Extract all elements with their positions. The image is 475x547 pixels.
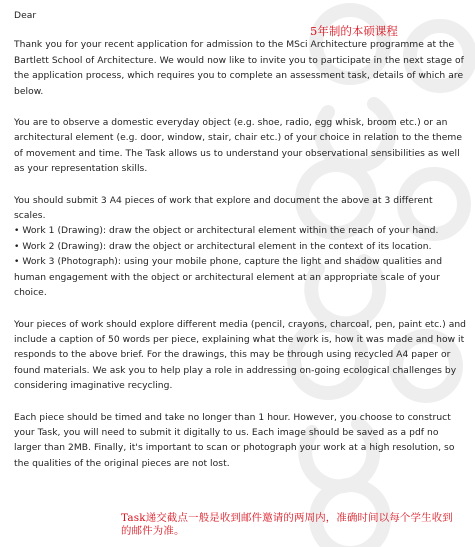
list-item-work-2: • Work 2 (Drawing): draw the object or architectural element in the context of its location. [14,241,432,252]
list-item-work-3: • Work 3 (Photograph): using your mobile phone, capture the light and shadow qualities and human engagement with the object or architectural element at an appropriate scale of your choice. [14,257,443,299]
paragraph-submit: You should submit 3 A4 pieces of work that explore and document the above at 3 different scales. [14,195,433,222]
paragraph-intro: Thank you for your recent application for admission to the MSci Architecture programme at the Bartlett School of Architecture. We would now like to invite you to participate in the next stage of the application process, which requires you to complete an assessment task, details of which are below. [14,40,464,97]
annotation-deadline-note: Task递交截点一般是收到邮件邀请的两周内，准确时间以每个学生收到的邮件为准。 [121,512,453,538]
salutation: Dear [14,11,37,21]
annotation-program-note: 5年制的本硕课程 [310,24,398,38]
paragraph-media: Your pieces of work should explore different media (pencil, crayons, charcoal, pen, paint etc.) and include a caption of 50 words per piece, explaining what the work is, how it was made and how it responds to the above brief. For the drawings, this may be through using recycled A4 paper or found materials. We ask you to help play a role in addressing on-going ecological challenges by considering imaginative recycling. [14,319,467,392]
list-item-work-1: • Work 1 (Drawing): draw the object or architectural element within the reach of your hand. [14,226,439,237]
paragraph-timing: Each piece should be timed and take no longer than 1 hour. However, you choose to construct your Task, you will need to submit it digitally to us. Each image should be saved as a pdf no larger than 2MB. Finally, it's important to scan or photograph your work at a high resolution, so the qualities of the original pieces are not lost. [14,412,455,469]
paragraph-observe: You are to observe a domestic everyday object (e.g. shoe, radio, egg whisk, broom etc.) or an architectural element (e.g. door, window, stair, chair etc.) of your choice in relation to the theme of movement and time. The Task allows us to understand your observational sensibilities as well as your representation skills. [14,118,462,175]
letter-body [14,9,466,472]
